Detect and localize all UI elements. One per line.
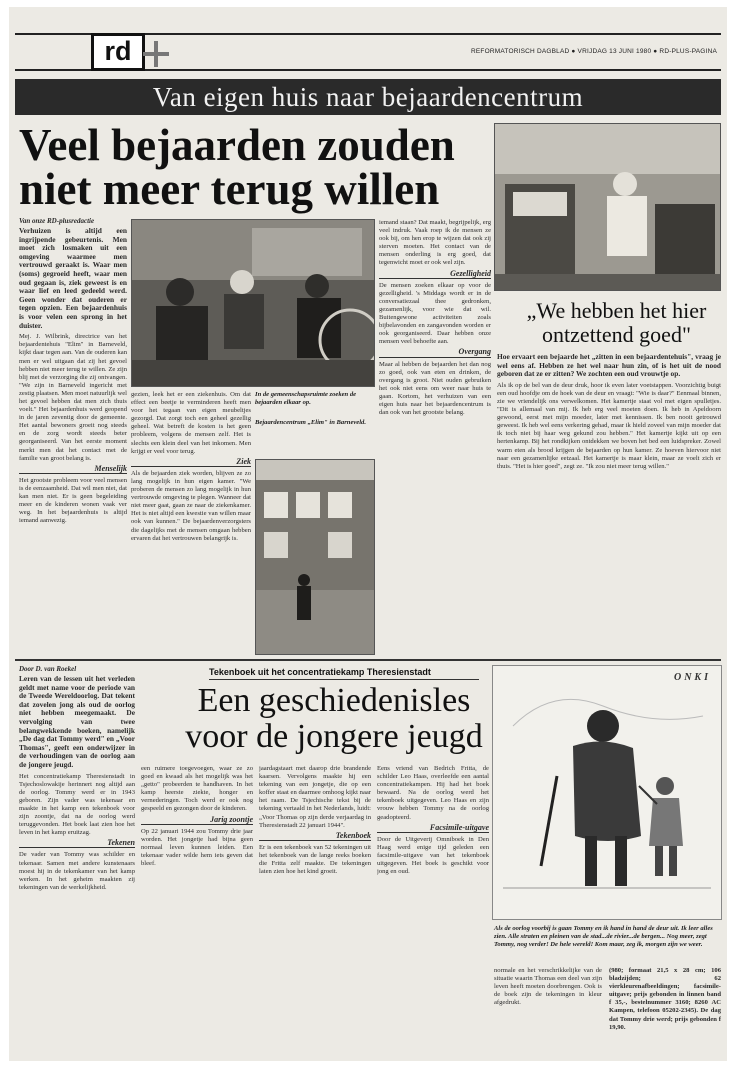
article-divider [15, 659, 721, 661]
subheading: Jarig zoontje [141, 816, 253, 825]
body-text: Door de Uitgeverij Omniboek in Den Haag werd enige tijd geleden een facsimile-uitgave van het tekenboek uitgegeven. Het boek is geschikt voor jong en oud. [377, 835, 489, 876]
photo-community-room [131, 219, 375, 387]
plus-icon [143, 41, 169, 67]
tommy-drawing [492, 665, 722, 920]
masthead [15, 33, 721, 71]
headline-line: Veel bejaarden zouden [19, 120, 455, 170]
article2-label: Tekenboek uit het concentratiekamp Theresienstadt [209, 667, 479, 680]
byline: Door D. van Roekel [19, 665, 77, 673]
byline: Van onze RD-plusredactie [19, 217, 95, 225]
body-text: iemand staan? Dat maakt, begrijpelijk, erg veel indruk. Vaak roep ik de mensen ze ook bij, om hen erop te wijzen dat ook zij sterven moeten. Het contact van de mensen onderling is erg goed, dat tegenwicht moet er ook wel zijn. [379, 219, 491, 267]
body-text: een ruimere toegevoegen, waar ze zo goed en kwaad als het mogelijk was het „getto" probeerden te handhaven. In het kamp heerste ziekte, honger en vernederingen. Toch werd er ook nog gespeeld en gezongen door de kinderen. [141, 765, 253, 813]
book-info: (980; formaat 21,5 x 28 cm; 106 bladzijden; 62 vierkleurenafbeeldingen; facsimile-uitgave; prijs gebonden in linnen band f 35,-, bestelnummer 3160; 8260 AC Kampen, telefoon 05202-2345). De dag dat Tommy drie werd; prijs gebonden f 19,90. [609, 967, 721, 1031]
body-text: De mensen zoeken elkaar op voor de gezelligheid. 's Middags wordt er in de conversatiezaal thee gedronken, gezamenlijk, voor wie dat wil. Buitengewone activiteiten zoals bijbelavonden en zangavonden worden er ook georganiseerd. Daar hebben onze mensen veel behoefte aan. [379, 281, 491, 346]
newspaper-page [9, 7, 727, 1061]
subheading: Facsimile-uitgave [377, 824, 489, 833]
photo2-caption: Bejaardencentrum „Elim" in Barneveld. [255, 419, 366, 426]
body-text: Op 22 januari 1944 zou Tommy drie jaar worden. Het jongetje had bijna geen normaal leven kunnen leiden. Een tekenaar vader wilde hem iets geven dat bleef. [141, 827, 253, 868]
article2-headline [169, 683, 499, 755]
drawing-caption: Als de oorlog voorbij is gaan Tommy en ik hand in hand de deur uit. Ik leer alles zien. Alle straten en pleinen van de stad...de rivier...de bergen... Nog meer, zegt Tommy, nog verder! De hele wereld! Kom maar, zeg ik, morgen zijn we weer. [494, 925, 713, 948]
article2-column-4 [377, 765, 489, 1057]
subheading: Menselijk [19, 465, 127, 474]
info-column-2 [609, 967, 721, 1057]
photo-woman-in-room [494, 123, 721, 291]
article1-column-2 [131, 391, 251, 659]
article2-column-1 [19, 665, 135, 1057]
photo-image [256, 460, 375, 655]
body-text: normale en het verschrikkelijke van de situatie waarin Thomas een deel van zijn leven heeft moeten doorbrengen. Ook is de boek zijn de tekeningen in kleur afgedrukt. [494, 967, 602, 1007]
body-text: Mej. J. Wilbrink, directrice van het bejaardentehuis "Elim" in Barneveld, kijkt daar tegen aan. Van de ouderen kan men er wel uitgaan dat zij het gevoel hebben niet meer terug te willen. Ze zijn blij met de verzorging die zij ontvangen. "We zijn in Barneveld ingericht met zestig plaatsen. Men moet natuurlijk wel het gevoel hebben dat men zich thuis voelt." Het bejaardenhuis werd geopend in de jaren zeventig door de gemeente. Het aantal bewoners groeit nog steeds en de zorg wordt steeds beter georganiseerd. Van het eerste moment merkt men dat het contact met de familie van groot belang is. [19, 333, 127, 462]
masthead-info: REFORMATORISCH DAGBLAD ● VRIJDAG 13 JUNI 1980 ● RD-PLUS-PAGINA [471, 48, 717, 55]
body-text: Als ik op de bel van de deur druk, hoor ik even later voetstappen. Voorzichtig buigt een oud hoofdje om de hoek van de deur en vraagt: "Wie is daar?" Eenmaal binnen, zie we vriendelijk ons verwelkomen. Het kamertje staat vol met eigen spulletjes. "Dit is allemaal van mij. Ik heb erg veel moeten doen. Ik heb in Apeldoorn gewoond, eerst met mijn moeder, later met kennissen. Ik ben nooit getrouwd geweest. Ik heb wel eens verkering gehad, maar ik hield zoveel van mijn moeder dat ik toch niet bij haar weg gekund zou hebben." Het kamertje kijkt uit op een hertenkamp. Bij het rondkijken ontdekken we boven het bed een luidspreker. Zowel warm eten als brood krijgen de bejaarden op hun kamer. Ze hoeven hiervoor niet naar een gezamenlijke eetzaal. Het kamertje is maar klein, maar ze voelt zich er thuis. "Het is hier goed", zegt ze. "Ik zou niet meer terug willen." [497, 381, 721, 470]
body-text: Als de bejaarden ziek worden, blijven ze zo lang mogelijk in hun eigen kamer. "We proberen de mensen zo lang mogelijk in hun vertrouwde omgeving te plegen. Wanneer dat niet meer gaat, gaan ze naar de ziekenkamer. Het is niet altijd een kwestie van willen maar ook van kunnen." De bejaardenverzorgsters die dagelijks met de mensen omgaan hebben ervaren dat het vertrouwen belangrijk is. [131, 469, 251, 542]
body-text: jaardagstaart met daarop drie brandende kaarsen. Vervolgens maakte hij een tekening van een jongetje, die op een koffer staat en daarmee omhoog kijkt naar het raam. De Tsjechische tekst bij de tekening vertaald in het Nederlands, luidt: „Voor Thomas op zijn derde verjaardag in Theresienstadt 22 januari 1944". [259, 765, 371, 829]
body-text: Eens vriend van Bedrich Fritta, de schilder Leo Haas, overleefde een aantal concentratiekampen. Hij had het boek bewaard. Na de oorlog werd het tekenboek uitgegeven. Leo Haas en zijn vrouw hebben Tommy na de oorlog geadopteerd. [377, 765, 489, 821]
body-text: Het concentratiekamp Theresienstadt in Tsjechoslowakije herinnert nog altijd aan de oorlog. Tommy werd er in 1943 geboren. Zijn vader was tekenaar en maakte in het kamp een tekenboek voor zijn zoontje, dat na de oorlog werd teruggevonden. Het boek laat zien hoe het leven in het kamp eruitzag. [19, 772, 135, 837]
article-lead: Hoe ervaart een bejaarde het „zitten in een bejaardentehuis", vraag je wel eens af. Hebben ze het wel naar hun zin, of is het uit de nood geboren dat ze er zitten? We zochten een oud vrouwtje op. [497, 353, 721, 379]
article-lead: Leren van de lessen uit het verleden geldt met name voor de periode van de Tweede Wereldoorlog. Dat tekent dat zovelen jong als oud de oorlog niet hebben meegemaakt. De vervolging van twee belangwekkende boeken, namelijk „De dag dat Tommy werd" en „Voor Thomas", geeft een onderwijzer in de verhoudingen van de oorlog aan de jongere jeugd. [19, 674, 135, 770]
article1-column-3 [379, 219, 491, 659]
subheading: Tekenen [19, 839, 135, 848]
pull-quote: „We hebben het hier ontzettend goed" [526, 298, 707, 347]
subheading: Tekenboek [259, 832, 371, 841]
article-lead: Verhuizen is altijd een ingrijpende gebeurtenis. Men moet zich losmaken uit een omgeving waarmee men vertrouwd geraakt is. Waar men (soms) gegroeid heeft, waar men oud gegaan is, ziek geweest is en waar lief en leed gedeeld werd. Geen wonder dat ouderen er tegen opzien. Een bejaardenhuis is voor velen een sprong in het duister. [19, 226, 127, 330]
section-banner: Van eigen huis naar bejaardencentrum [15, 79, 721, 115]
rd-logo: rd [91, 33, 145, 71]
article2-column-2 [141, 765, 253, 1057]
subheading: Ziek [131, 458, 251, 467]
photo-image [495, 124, 721, 291]
body-text: De vader van Tommy was schilder en tekenaar. Samen met andere kunstenaars moest hij in de tekenkamer van het kamp werken. In het geheim maakten zij tekeningen van de werkelijkheid. [19, 851, 135, 891]
photo-image [132, 220, 375, 387]
headline-line: Een geschiedenisles [197, 682, 471, 719]
info-column-1 [494, 967, 602, 1057]
article2-column-3 [259, 765, 371, 1057]
photo-elim-building [255, 459, 375, 655]
subheading: Gezelligheid [379, 270, 491, 279]
subheading: Overgang [379, 348, 491, 357]
body-text: Er is een tekenboek van 52 tekeningen uit het tekenboek van de lange reeks boeken die Fritta zelf maakte. De tekeningen laten zien hoe het kind groeit. [259, 843, 371, 876]
body-text: gezien, leek het er een ziekenhuis. Om dat effect een beetje te verminderen heeft men voor het tegaan van eigen meubeltjes gezorgd. Dat zorgt toch een geheel gezellig geheel. Wat betreft de kosten is het geen probleem, volgens de mensen zelf. Het is slechts een klein deel van het inkomen. Men krijgt er veel voor terug. [131, 391, 251, 455]
headline-line: niet meer terug willen [19, 164, 440, 214]
body-text: Maar al hebben de bejaarden het dan nog zo goed, ook van eten en drinken, de overgang is groot. Niet ouden gebruiken het ook niet eens om weer naar huis te gaan. Kortom, het verhuizen van een eigen huis naar het bejaardencentrum is dan ook van het grootste belang. [379, 360, 491, 417]
article1-column-1 [19, 217, 127, 659]
photo1-caption: In de gemeenschapsruimte zoeken de bejaarden elkaar op. [255, 391, 357, 406]
article1-column-4 [497, 353, 721, 653]
body-text: Het grootste probleem voor veel mensen is de eenzaamheid. Dat wil men niet, dat kan men niet. Er is geen begeleiding meer en de kinderen wonen vaak ver weg. In het bejaardenhuis is altijd iemand aanwezig. [19, 476, 127, 525]
article1-headline [19, 120, 489, 214]
drawing-signature: ONKI [673, 672, 711, 683]
drawing-image [493, 666, 721, 919]
headline-line: voor de jongere jeugd [185, 718, 483, 755]
